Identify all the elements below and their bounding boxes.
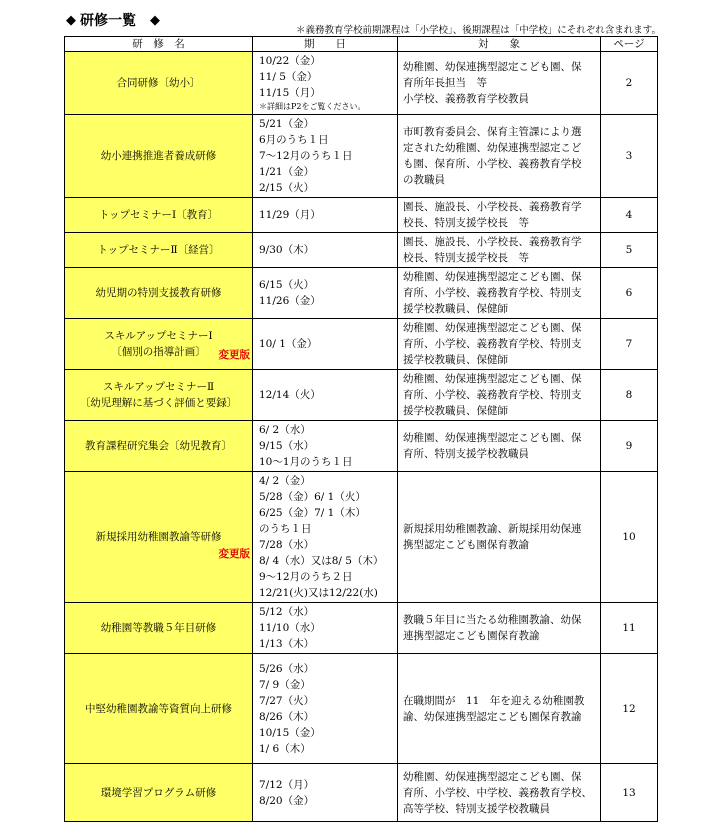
- dates-cell: [253, 603, 398, 654]
- target-line: 教職５年目に当たる幼稚園教諭、幼保: [403, 614, 582, 626]
- revised-badge: 変更版: [218, 349, 250, 361]
- date-line: 10/ 1（金）: [259, 338, 318, 350]
- dates-cell: [253, 370, 398, 421]
- target-line: 幼稚園、幼保連携型認定こども園、保: [403, 373, 582, 385]
- date-line: 11/15（月）: [259, 87, 321, 99]
- table-row: [65, 472, 658, 603]
- target-line: 園長、施設長、小学校長、義務教育学: [403, 201, 582, 213]
- date-line: 8/26（木）: [259, 710, 315, 723]
- dates-cell: [253, 421, 398, 472]
- target-line: 校長、特別支援学校長 等: [403, 252, 529, 264]
- target-cell: [398, 319, 601, 370]
- target-line: 小学校、義務教育学校教員: [403, 93, 529, 105]
- page-number-cell: 4: [601, 198, 658, 233]
- date-line: 8/ 4（水）又は8/ 5（木）: [259, 555, 384, 567]
- training-name-cell: [65, 198, 253, 233]
- training-name: スキルアップセミナーⅠ: [104, 330, 213, 342]
- training-name: 幼児期の特別支援教育研修: [95, 287, 222, 299]
- date-line: 6月のうち１日: [259, 134, 329, 146]
- target-cell: [398, 268, 601, 319]
- revised-badge: 変更版: [218, 548, 250, 560]
- training-name: 幼稚園等教職５年目研修: [100, 622, 217, 634]
- date-line: 7/12（月）: [259, 778, 315, 791]
- target-line: 育所年長担当 等: [403, 77, 487, 89]
- date-line: 7/ 9（金）: [259, 678, 311, 691]
- dates-cell: [253, 472, 398, 603]
- training-name: 〔幼児理解に基づく評価と要録〕: [79, 397, 238, 409]
- training-name: スキルアップセミナーⅡ: [102, 381, 215, 393]
- training-name-cell: [65, 603, 253, 654]
- table-row: [65, 654, 658, 764]
- table-row: [65, 764, 658, 822]
- target-line: 幼稚園、幼保連携型認定こども園、保: [403, 770, 582, 783]
- page-title: 研修一覧: [80, 13, 136, 29]
- date-line: 12/14（火）: [259, 389, 321, 401]
- training-name-cell: [65, 421, 253, 472]
- date-line: 1/ 6（木）: [259, 742, 311, 755]
- training-name-cell: [65, 472, 253, 603]
- date-line: 2/15（火）: [259, 182, 315, 194]
- page-number-cell: 12: [601, 654, 658, 764]
- dates-cell: [253, 268, 398, 319]
- training-name-cell: [65, 370, 253, 421]
- training-name-cell: [65, 268, 253, 319]
- date-line: 6/15（火）: [259, 279, 315, 291]
- training-name-cell: [65, 654, 253, 764]
- target-line: 高等学校、特別支援学校教職員: [403, 802, 550, 815]
- target-line: 援学校教職員、保健師: [403, 303, 508, 315]
- dates-cell: [253, 233, 398, 268]
- date-line: 6/25（金）7/ 1（木）: [259, 507, 366, 519]
- target-line: 援学校教職員、保健師: [403, 354, 508, 366]
- dates-cell: [253, 764, 398, 822]
- target-cell: [398, 52, 601, 115]
- date-line: のうち１日: [259, 523, 312, 535]
- page-heading: [62, 10, 164, 30]
- date-line: 11/10（水）: [259, 622, 321, 634]
- table-row: [65, 268, 658, 319]
- date-line: 12/21(火)又は12/22(水): [259, 587, 378, 599]
- target-line: 育所、特別支援学校教職員: [403, 448, 529, 460]
- target-line: 定された幼稚園、幼保連携型認定こど: [403, 142, 582, 154]
- date-line: 1/21（金）: [259, 166, 315, 178]
- date-line: 5/28（金）6/ 1（火）: [259, 491, 366, 503]
- target-line: 育所、小学校、義務教育学校、特別支: [403, 338, 582, 350]
- dates-cell: [253, 52, 398, 115]
- target-cell: [398, 654, 601, 764]
- training-name: トップセミナーⅠ〔教育〕: [98, 209, 219, 221]
- training-name: 幼小連携推進者養成研修: [100, 150, 217, 162]
- target-cell: [398, 764, 601, 822]
- date-line: 5/12（水）: [259, 606, 315, 618]
- dates-cell: [253, 319, 398, 370]
- training-name: 環境学習プログラム研修: [100, 786, 217, 799]
- target-cell: [398, 115, 601, 198]
- training-table: [64, 36, 658, 822]
- date-line: 10〜1月のうち１日: [259, 456, 353, 468]
- training-name: 合同研修〔幼小〕: [116, 77, 201, 89]
- diamond-icon: ◆: [150, 12, 160, 28]
- target-line: 育所、小学校、中学校、義務教育学校、: [403, 786, 592, 799]
- training-name-cell: [65, 52, 253, 115]
- dates-cell: [253, 654, 398, 764]
- date-line: 11/29（月）: [259, 209, 321, 221]
- target-line: 在職期間が 11 年を迎える幼稚園教: [403, 694, 585, 707]
- page-number-cell: 6: [601, 268, 658, 319]
- training-name-cell: [65, 233, 253, 268]
- target-cell: [398, 603, 601, 654]
- column-header-name: 研 修 名: [65, 37, 253, 52]
- target-cell: [398, 370, 601, 421]
- page-number-cell: 5: [601, 233, 658, 268]
- header-note: ＊義務教育学校前期課程は「小学校」、後期課程は「中学校」にそれぞれ含まれます。: [296, 25, 661, 36]
- table-row: [65, 233, 658, 268]
- table-row: [65, 198, 658, 233]
- training-name: 〔個別の指導計画〕: [111, 346, 206, 358]
- page-number-cell: 10: [601, 472, 658, 603]
- target-line: 園長、施設長、小学校長、義務教育学: [403, 236, 582, 248]
- date-line: 5/21（金）: [259, 118, 315, 130]
- date-line: 9/15（水）: [259, 440, 315, 452]
- date-line: 1/13（木）: [259, 638, 315, 650]
- table-row: [65, 115, 658, 198]
- page-number-cell: 9: [601, 421, 658, 472]
- date-line: 8/20（金）: [259, 794, 315, 807]
- date-line: 7/28（水）: [259, 539, 315, 551]
- target-line: 携型認定こども園保育教諭: [403, 539, 529, 551]
- training-name-cell: [65, 115, 253, 198]
- column-header-page: ページ: [601, 37, 658, 52]
- date-line: 11/ 5（金）: [259, 71, 318, 83]
- page-number-cell: 11: [601, 603, 658, 654]
- target-line: 幼稚園、幼保連携型認定こども園、保: [403, 432, 582, 444]
- target-line: も園、保育所、小学校、義務教育学校: [403, 158, 582, 170]
- page-number-cell: 8: [601, 370, 658, 421]
- date-line: 7/27（火）: [259, 694, 315, 707]
- training-name-cell: [65, 764, 253, 822]
- dates-cell: [253, 198, 398, 233]
- date-line: 5/26（水）: [259, 662, 315, 675]
- target-line: 市町教育委員会、保育主管課により選: [403, 126, 582, 138]
- table-row: [65, 603, 658, 654]
- date-line: 11/26（金）: [259, 295, 321, 307]
- target-line: の教職員: [403, 174, 445, 186]
- target-cell: [398, 421, 601, 472]
- target-line: 幼稚園、幼保連携型認定こども園、保: [403, 271, 582, 283]
- date-line: 9/30（木）: [259, 244, 315, 256]
- date-line: 6/ 2（水）: [259, 424, 311, 436]
- dates-cell: [253, 115, 398, 198]
- table-body: [65, 52, 658, 822]
- target-line: 新規採用幼稚園教諭、新規採用幼保連: [403, 523, 582, 535]
- page-number-cell: 3: [601, 115, 658, 198]
- date-line: 7〜12月のうち１日: [259, 150, 353, 162]
- training-name: 教育課程研究集会〔幼児教育〕: [85, 440, 232, 452]
- date-line: 4/ 2（金）: [259, 475, 311, 487]
- target-cell: [398, 472, 601, 603]
- page-number-cell: 2: [601, 52, 658, 115]
- training-name: トップセミナーⅡ〔経営〕: [97, 244, 220, 256]
- target-line: 援学校教職員、保健師: [403, 405, 508, 417]
- table-row: [65, 421, 658, 472]
- page-number-cell: 7: [601, 319, 658, 370]
- diamond-icon: ◆: [66, 12, 76, 28]
- target-line: 育所、小学校、義務教育学校、特別支: [403, 287, 582, 299]
- target-line: 連携型認定こども園保育教諭: [403, 630, 540, 642]
- target-line: 校長、特別支援学校長 等: [403, 217, 529, 229]
- target-line: 諭、幼保連携型認定こども園保育教諭: [403, 710, 582, 723]
- table-row: [65, 319, 658, 370]
- date-line: 10/15（金）: [259, 726, 321, 739]
- table-row: [65, 52, 658, 115]
- target-line: 幼稚園、幼保連携型認定こども園、保: [403, 322, 582, 334]
- target-line: 育所、小学校、義務教育学校、特別支: [403, 389, 582, 401]
- column-header-target: 対 象: [398, 37, 601, 52]
- dates-note: ＊詳細はP2をご覧ください。: [259, 102, 366, 111]
- target-cell: [398, 233, 601, 268]
- page-number-cell: 13: [601, 764, 658, 822]
- table-row: [65, 370, 658, 421]
- target-cell: [398, 198, 601, 233]
- training-name: 中堅幼稚園教諭等資質向上研修: [85, 702, 232, 715]
- column-header-dates: 期 日: [253, 37, 398, 52]
- date-line: 10/22（金）: [259, 55, 321, 67]
- date-line: 9〜12月のうち２日: [259, 571, 353, 583]
- training-name: 新規採用幼稚園教諭等研修: [95, 531, 222, 543]
- table-header-row: [65, 37, 658, 52]
- training-name-cell: [65, 319, 253, 370]
- target-line: 幼稚園、幼保連携型認定こども園、保: [403, 61, 582, 73]
